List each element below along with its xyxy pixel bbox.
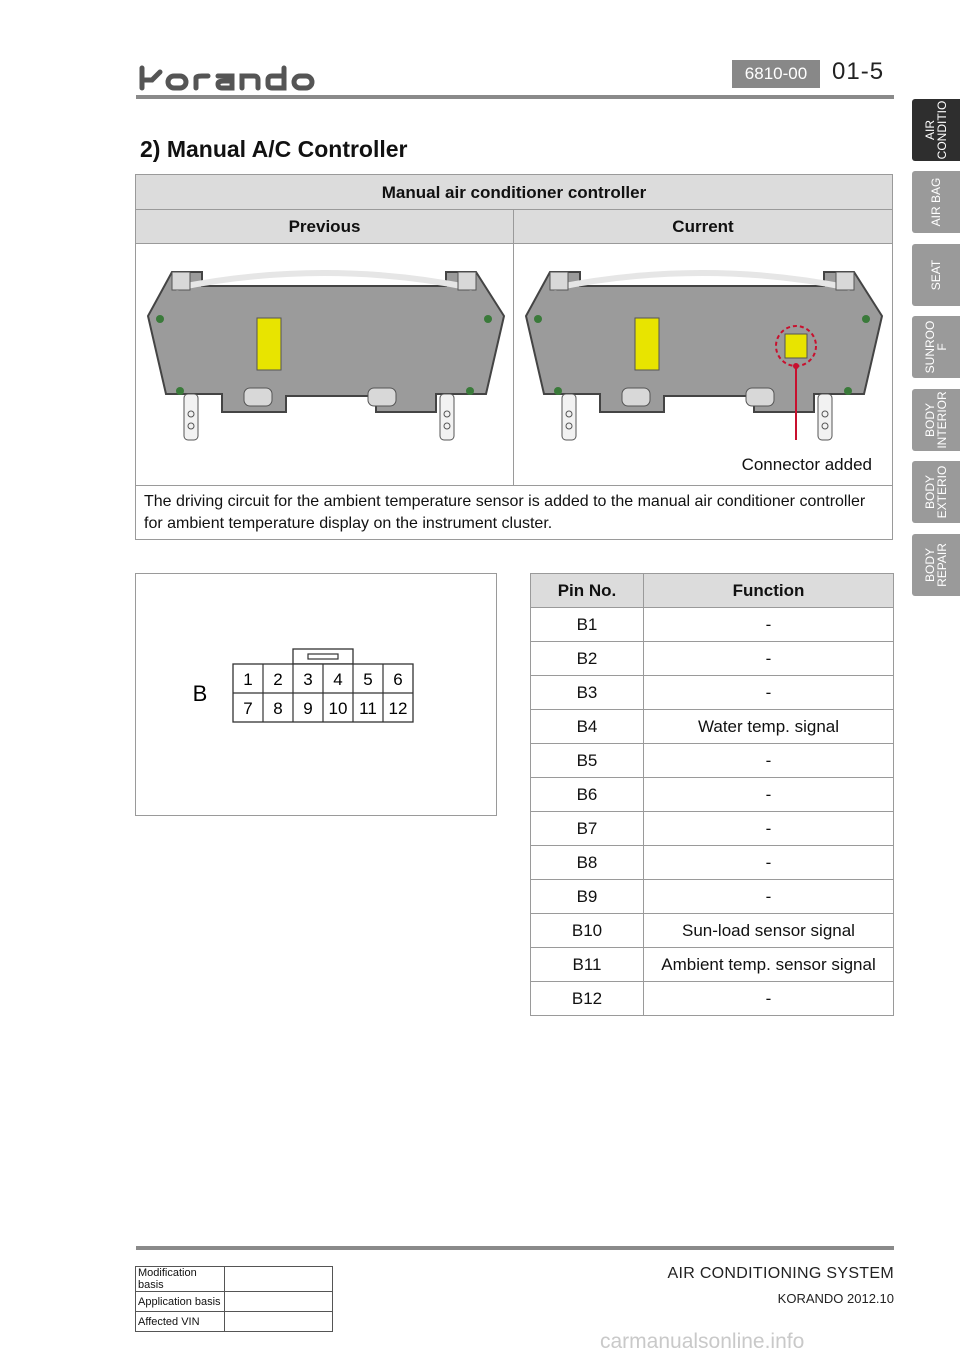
pin-cell: B4 xyxy=(531,710,644,744)
korando-logo xyxy=(138,64,318,92)
connector-pin-diagram xyxy=(135,573,497,816)
tab-label: AIR CONDITIO xyxy=(923,100,949,160)
connector-latch-slot xyxy=(308,654,338,659)
table-row xyxy=(531,914,894,948)
section-title: 2) Manual A/C Controller xyxy=(140,136,408,162)
table-row xyxy=(531,744,894,778)
function-cell: - xyxy=(644,880,894,914)
comparison-description: The driving circuit for the ambient temperature sensor is added to the manual air conditioner controller for ambient temperature display on the instrument cluster. xyxy=(144,493,866,532)
pin-label: 12 xyxy=(388,699,408,718)
header-rule xyxy=(136,95,894,99)
pin-cell: B1 xyxy=(531,608,644,642)
tab-seat[interactable] xyxy=(912,244,960,306)
controller-rear-illustration xyxy=(136,244,512,484)
tab-body-exterior[interactable] xyxy=(912,461,960,523)
table-header-row xyxy=(531,574,894,608)
table-row xyxy=(531,948,894,982)
connector-letter: B xyxy=(192,681,208,706)
pin-label: 11 xyxy=(359,699,377,718)
table-row xyxy=(531,642,894,676)
basis-label: Application basis xyxy=(136,1292,225,1312)
pin-label: 9 xyxy=(303,699,313,718)
pin-label: 5 xyxy=(363,670,373,689)
table-row xyxy=(136,1267,333,1292)
pin-label: 7 xyxy=(243,699,253,718)
current-controller-image xyxy=(514,244,892,486)
function-cell: Ambient temp. sensor signal xyxy=(644,948,894,982)
footer-rule xyxy=(136,1246,894,1250)
header-pin-no: Pin No. xyxy=(531,574,644,608)
function-cell: - xyxy=(644,676,894,710)
pin-cell: B10 xyxy=(531,914,644,948)
function-cell: - xyxy=(644,744,894,778)
comparison-title: Manual air conditioner controller xyxy=(136,175,892,210)
function-cell: - xyxy=(644,812,894,846)
table-row xyxy=(531,608,894,642)
function-cell: - xyxy=(644,846,894,880)
pin-label: 10 xyxy=(328,699,348,718)
pin-cell: B3 xyxy=(531,676,644,710)
tab-sunroof[interactable] xyxy=(912,316,960,378)
table-row xyxy=(531,812,894,846)
basis-label: Affected VIN xyxy=(136,1312,225,1332)
tab-label: BODY INTERIOR xyxy=(923,391,949,449)
pin-label: 3 xyxy=(303,670,313,689)
tab-air-bag[interactable] xyxy=(912,171,960,233)
page-number: 01-5 xyxy=(832,58,885,85)
pin-label: 1 xyxy=(243,670,253,689)
basis-table xyxy=(135,1266,333,1332)
tab-label: BODY REPAIR xyxy=(923,543,949,587)
tab-label: SUNROO F xyxy=(923,320,949,374)
previous-controller-image xyxy=(136,244,514,486)
watermark: carmanualsonline.info xyxy=(600,1330,805,1353)
footer-model: KORANDO 2012.10 xyxy=(777,1291,894,1306)
basis-value xyxy=(225,1312,333,1332)
pin-label: 6 xyxy=(393,670,403,689)
tab-label: AIR BAG xyxy=(929,177,943,227)
function-cell: - xyxy=(644,608,894,642)
table-row xyxy=(531,778,894,812)
function-cell: Water temp. signal xyxy=(644,710,894,744)
tab-body-interior[interactable] xyxy=(912,389,960,451)
tab-label: BODY EXTERIO xyxy=(923,465,949,519)
function-cell: Sun-load sensor signal xyxy=(644,914,894,948)
tab-body-repair[interactable] xyxy=(912,534,960,596)
pin-cell: B9 xyxy=(531,880,644,914)
connector-added-label: Connector added xyxy=(741,455,872,474)
function-cell: - xyxy=(644,642,894,676)
tab-label: SEAT xyxy=(929,259,943,291)
pin-cell: B6 xyxy=(531,778,644,812)
table-row xyxy=(136,1312,333,1332)
pin-cell: B2 xyxy=(531,642,644,676)
basis-value xyxy=(225,1267,333,1292)
pin-cell: B11 xyxy=(531,948,644,982)
table-row xyxy=(531,982,894,1016)
table-row xyxy=(531,676,894,710)
pin-label: 4 xyxy=(333,670,343,689)
comparison-table xyxy=(135,174,893,540)
header-function: Function xyxy=(644,574,894,608)
section-code-badge: 6810-00 xyxy=(732,60,820,88)
tab-air-conditioning[interactable] xyxy=(912,99,960,161)
table-row xyxy=(136,1292,333,1312)
controller-rear-illustration xyxy=(514,244,890,484)
pin-cell: B12 xyxy=(531,982,644,1016)
pin-label: 8 xyxy=(273,699,283,718)
function-cell: - xyxy=(644,982,894,1016)
basis-label: Modification basis xyxy=(136,1267,225,1292)
function-cell: - xyxy=(644,778,894,812)
pin-cell: B5 xyxy=(531,744,644,778)
pin-cell: B8 xyxy=(531,846,644,880)
basis-value xyxy=(225,1292,333,1312)
column-current: Current xyxy=(514,210,892,244)
table-row xyxy=(531,710,894,744)
pin-function-table xyxy=(530,573,894,1016)
footer-system-title: AIR CONDITIONING SYSTEM xyxy=(667,1265,894,1282)
column-previous: Previous xyxy=(136,210,514,244)
table-row xyxy=(531,880,894,914)
table-row xyxy=(531,846,894,880)
pin-cell: B7 xyxy=(531,812,644,846)
pin-label: 2 xyxy=(273,670,283,689)
